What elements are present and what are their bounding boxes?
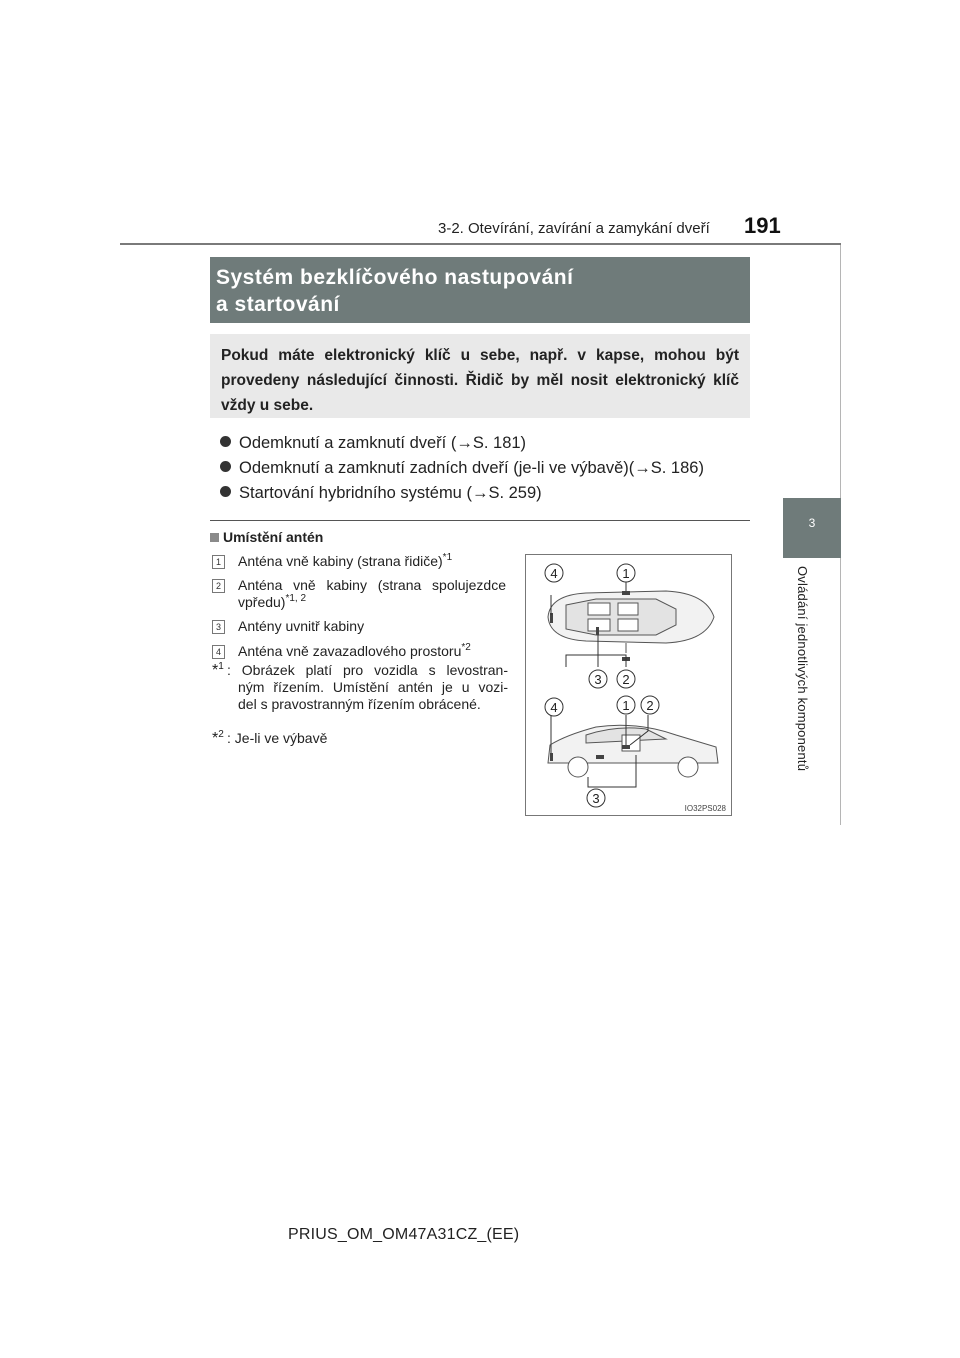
item-number: 1	[212, 555, 225, 569]
arrow-icon: →	[471, 484, 489, 502]
car-side-view	[548, 725, 718, 777]
callout-label: 1	[622, 698, 630, 713]
antenna-item-continued: vpředu)$^{*1, 2}$	[238, 593, 307, 610]
footnote: *$^2$ : Je-li ve výbavě	[212, 729, 328, 747]
bullet-item: Odemknutí a zamknutí dveří (→S. 181)	[220, 434, 526, 453]
page-number: 191	[744, 213, 781, 238]
callout-label: 2	[646, 698, 654, 713]
car-diagram	[526, 555, 731, 815]
header-rule	[120, 243, 841, 245]
antenna-item: Anténa vně kabiny (strana spolujezdce	[238, 577, 506, 593]
bullet-item: Startování hybridního systému (→S. 259)	[220, 484, 542, 503]
section-title	[210, 257, 750, 323]
subsection-heading: Umístění antén	[210, 529, 323, 545]
subsection-rule	[210, 520, 750, 521]
antenna-item: Anténa vně kabiny (strana řidiče)$^{*1}$	[238, 552, 453, 569]
bullet-dot-icon	[220, 486, 231, 497]
item-number: 3	[212, 620, 225, 634]
figure-code: IO32PS028	[684, 804, 726, 813]
section-title-line2: a startování	[216, 293, 340, 316]
footnote: *$^1$ : Obrázek platí pro vozidla s levostran- ným řízením. Umístění antén je u vozi- del s pravostranným řízením obrácené.	[212, 661, 508, 712]
callout-label: 4	[550, 700, 558, 715]
bullet-dot-icon	[220, 461, 231, 472]
chapter-number: 3	[808, 516, 816, 530]
page-reference[interactable]: S. 186)	[650, 459, 704, 477]
callout-label: 1	[622, 566, 630, 581]
bullet-item: Odemknutí a zamknutí zadních dveří (je-li ve výbavě)(→S. 186)	[220, 459, 704, 478]
item-number: 4	[212, 645, 225, 659]
page-reference[interactable]: S. 259)	[488, 484, 542, 502]
bullet-dot-icon	[220, 436, 231, 447]
square-bullet-icon	[210, 533, 219, 542]
page-reference[interactable]: S. 181)	[472, 434, 527, 452]
arrow-icon: →	[456, 434, 473, 452]
callout-label: 3	[592, 791, 600, 806]
item-number: 2	[212, 579, 225, 593]
car-top-view	[548, 581, 714, 653]
antenna-location-figure	[525, 554, 732, 816]
callout-label: 4	[550, 566, 558, 581]
antenna-item: Anténa vně zavazadlového prostoru$^{*2}$	[238, 642, 471, 659]
header-section-title: 3-2. Otevírání, zavírání a zamykání dveří	[438, 220, 710, 237]
section-title-line1: Systém bezklíčového nastupování	[216, 266, 574, 289]
document-code: PRIUS_OM_OM47A31CZ_(EE)	[288, 1226, 520, 1243]
intro-box: Pokud máte elektronický klíč u sebe, např. v kapse, mohou být provedeny následující činnosti. Řidič by měl nosit elektronický klíč vždy u sebe.	[210, 334, 750, 418]
arrow-icon: →	[634, 459, 651, 477]
chapter-title: Ovládání jednotlivých komponentů	[795, 566, 810, 772]
antenna-item: Antény uvnitř kabiny	[238, 618, 365, 634]
callout-label: 2	[622, 672, 630, 687]
callout-label: 3	[594, 672, 602, 687]
